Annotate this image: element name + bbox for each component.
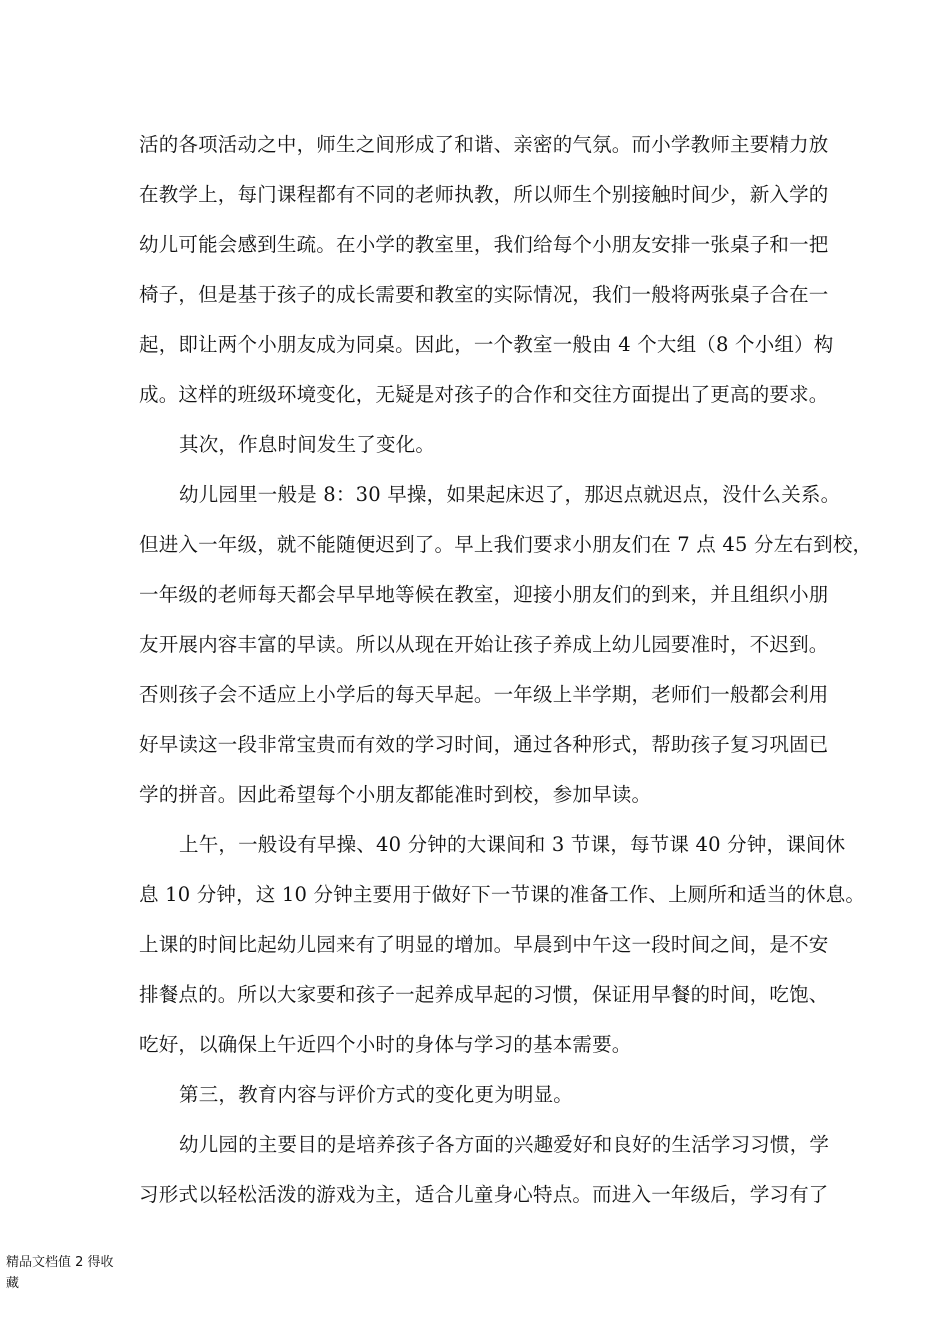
text-line-21: 幼儿园的主要目的是培养孩子各方面的兴趣爱好和良好的生活学习习惯，学	[179, 1133, 830, 1156]
text-line-1: 活的各项活动之中，师生之间形成了和谐、亲密的气氛。而小学教师主要精力放	[139, 133, 829, 156]
text-line-22: 习形式以轻松活泼的游戏为主，适合儿童身心特点。而进入一年级后，学习有了	[139, 1183, 829, 1206]
paragraph-heading-third: 第三，教育内容与评价方式的变化更为明显。	[179, 1083, 574, 1106]
text-line-10: 一年级的老师每天都会早早地等候在教室，迎接小朋友们的到来，并且组织小朋	[139, 583, 829, 606]
text-line-3: 幼儿可能会感到生疏。在小学的教室里，我们给每个小朋友安排一张桌子和一把	[139, 233, 829, 256]
text-line-8: 幼儿园里一般是 8：30 早操，如果起床迟了，那迟点就迟点，没什么关系。	[179, 483, 841, 506]
footer-note: 精品文档值 2 得收藏	[6, 1255, 114, 1291]
text-line-6: 成。这样的班级环境变化，无疑是对孩子的合作和交往方面提出了更高的要求。	[139, 383, 829, 406]
text-line-12: 否则孩子会不适应上小学后的每天早起。一年级上半学期，老师们一般都会利用	[139, 683, 829, 706]
text-line-17: 上课的时间比起幼儿园来有了明显的增加。早晨到中午这一段时间之间，是不安	[139, 933, 829, 956]
text-line-13: 好早读这一段非常宝贵而有效的学习时间，通过各种形式，帮助孩子复习巩固已	[139, 733, 829, 756]
text-line-19: 吃好，以确保上午近四个小时的身体与学习的基本需要。	[139, 1033, 632, 1056]
text-line-9: 但进入一年级，就不能随便迟到了。早上我们要求小朋友们在 7 点 45 分左右到校，	[139, 533, 873, 556]
text-line-16: 息 10 分钟，这 10 分钟主要用于做好下一节课的准备工作、上厕所和适当的休息。	[139, 883, 866, 906]
text-line-14: 学的拼音。因此希望每个小朋友都能准时到校，参加早读。	[139, 783, 652, 806]
text-line-11: 友开展内容丰富的早读。所以从现在开始让孩子养成上幼儿园要准时，不迟到。	[139, 633, 829, 656]
text-line-5: 起，即让两个小朋友成为同桌。因此，一个教室一般由 4 个大组（8 个小组）构	[139, 333, 834, 356]
text-line-4: 椅子，但是基于孩子的成长需要和教室的实际情况，我们一般将两张桌子合在一	[139, 283, 829, 306]
paragraph-heading-second: 其次，作息时间发生了变化。	[179, 433, 436, 456]
text-line-15: 上午，一般设有早操、40 分钟的大课间和 3 节课，每节课 40 分钟，课间休	[179, 833, 846, 856]
text-line-18: 排餐点的。所以大家要和孩子一起养成早起的习惯，保证用早餐的时间，吃饱、	[139, 983, 829, 1006]
text-line-2: 在教学上，每门课程都有不同的老师执教，所以师生个别接触时间少，新入学的	[139, 183, 829, 206]
